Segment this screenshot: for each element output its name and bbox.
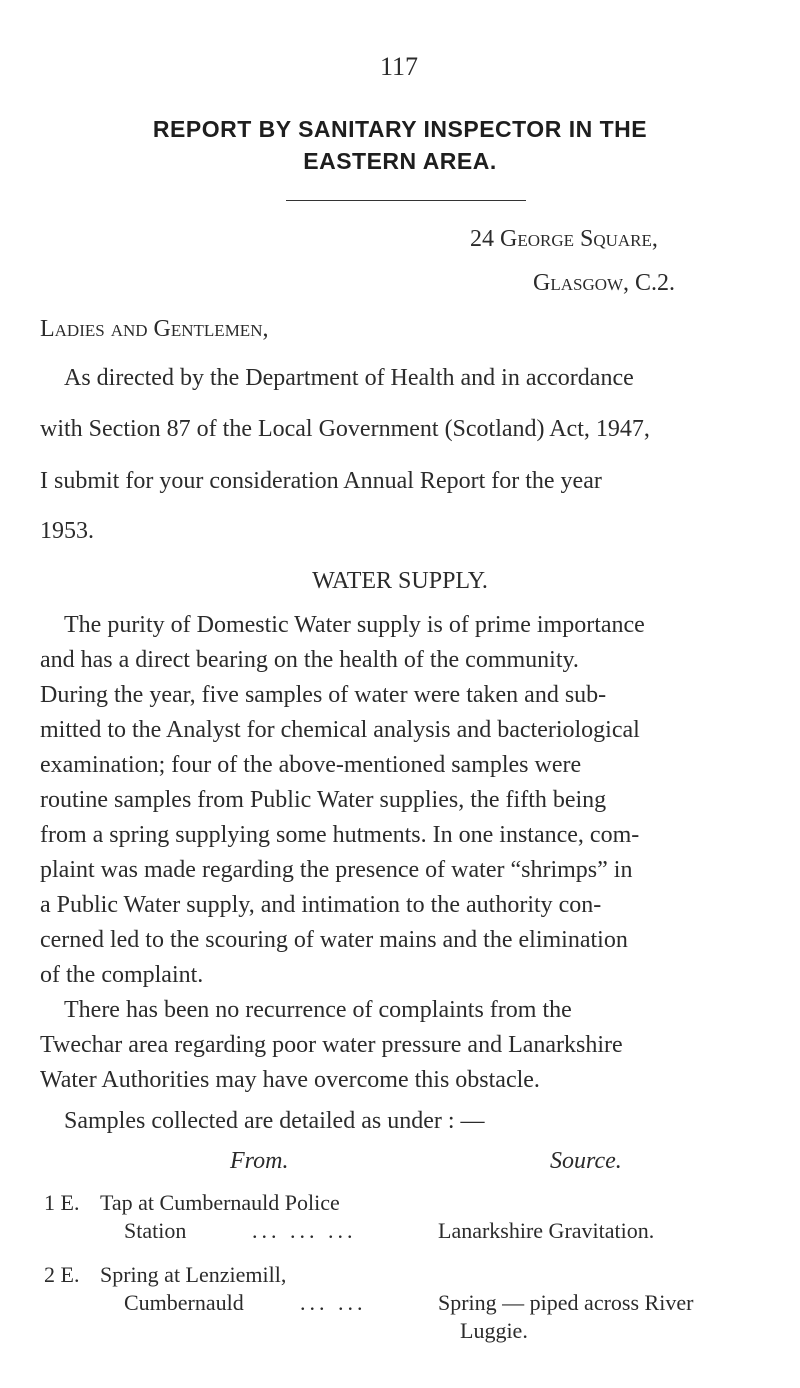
paragraph-line: cerned led to the scouring of water mains and the elimination xyxy=(40,927,628,953)
intro-line: with Section 87 of the Local Government (Scotland) Act, 1947, xyxy=(40,416,650,442)
sample-id: 1 E. xyxy=(44,1190,80,1215)
sample-from: Cumbernauld xyxy=(124,1290,244,1315)
paragraph-line: The purity of Domestic Water supply is of prime importance xyxy=(64,612,645,638)
section-heading: WATER SUPPLY. xyxy=(312,568,488,594)
intro-line: I submit for your consideration Annual Report for the year xyxy=(40,468,602,494)
page-number: 117 xyxy=(380,52,419,81)
address-line-1: 24 George Square, xyxy=(470,226,658,252)
samples-intro: Samples collected are detailed as under : — xyxy=(64,1108,485,1134)
leader-dots: ... ... ... xyxy=(252,1218,357,1243)
paragraph-line: mitted to the Analyst for chemical analysis and bacteriological xyxy=(40,717,640,743)
paragraph-line: Twechar area regarding poor water pressure and Lanarkshire xyxy=(40,1032,623,1058)
sample-from: Station xyxy=(124,1218,187,1243)
paragraph-line: from a spring supplying some hutments. In one instance, com- xyxy=(40,822,640,848)
report-title-line-2: EASTERN AREA. xyxy=(303,148,497,174)
intro-line: As directed by the Department of Health and in accordance xyxy=(64,365,634,391)
paragraph-line: and has a direct bearing on the health of the community. xyxy=(40,647,579,673)
paragraph-line: Water Authorities may have overcome this obstacle. xyxy=(40,1067,540,1093)
column-header-source: Source. xyxy=(550,1148,622,1174)
leader-dots: ... ... xyxy=(300,1290,367,1315)
paragraph-line: a Public Water supply, and intimation to the authority con- xyxy=(40,892,602,918)
paragraph-line: During the year, five samples of water were taken and sub- xyxy=(40,682,607,708)
paragraph-line: of the complaint. xyxy=(40,962,204,988)
sample-source: Luggie. xyxy=(460,1318,528,1343)
sample-id: 2 E. xyxy=(44,1262,80,1287)
sample-from: Tap at Cumbernauld Police xyxy=(100,1190,340,1215)
report-title-line-1: REPORT BY SANITARY INSPECTOR IN THE xyxy=(152,116,648,142)
paragraph-line: plaint was made regarding the presence of water “shrimps” in xyxy=(40,857,633,883)
intro-line: 1953. xyxy=(40,518,94,544)
sample-source: Lanarkshire Gravitation. xyxy=(438,1218,655,1243)
paragraph-line: There has been no recurrence of complaints from the xyxy=(64,997,572,1023)
salutation: Ladies and Gentlemen, xyxy=(40,316,269,342)
sample-from: Spring at Lenziemill, xyxy=(100,1262,287,1287)
title-divider xyxy=(286,200,526,201)
column-header-from: From. xyxy=(230,1148,289,1174)
paragraph-line: routine samples from Public Water supplies, the fifth being xyxy=(40,787,607,813)
sample-source: Spring — piped across River xyxy=(438,1290,694,1315)
address-line-2: Glasgow, C.2. xyxy=(533,270,676,296)
paragraph-line: examination; four of the above-mentioned samples were xyxy=(40,752,582,778)
